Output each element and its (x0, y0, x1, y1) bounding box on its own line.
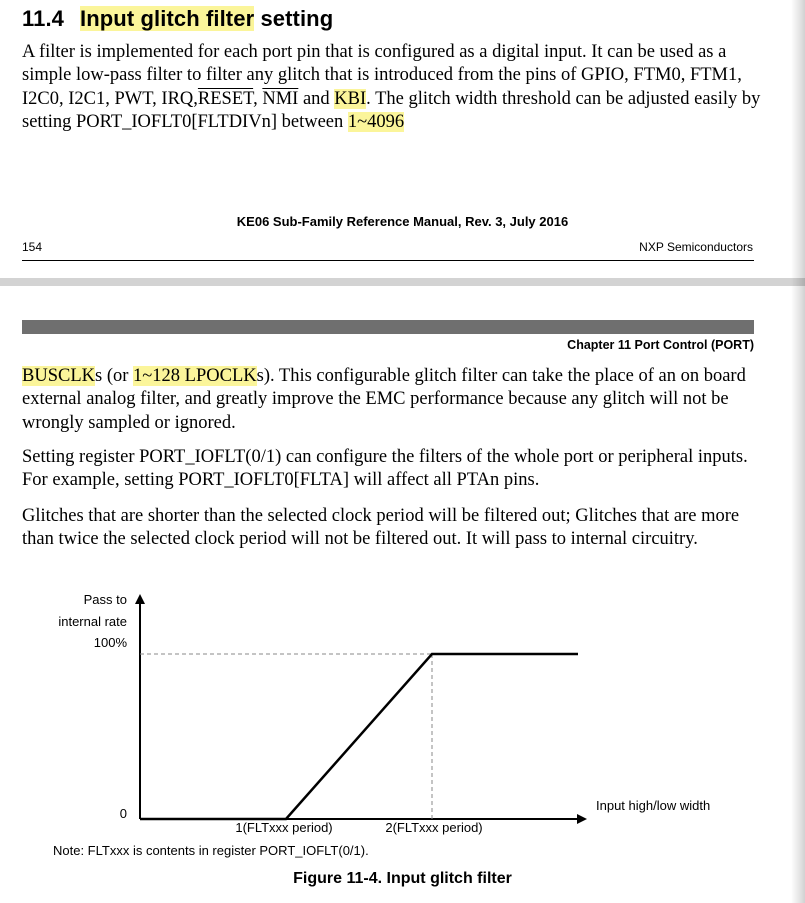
para1-text-2: s). This configurable glitch filter can take the place of an on board external analog filter, and greatly improve the EMC performance because any glitch will not be wrongly sampled or ignored. (22, 366, 746, 433)
footer-rule (22, 260, 754, 261)
intro-text-2: , (253, 88, 263, 109)
glitch-filter-chart (0, 585, 805, 845)
x-tick-1: 1(FLTxxx period) (235, 820, 333, 835)
para1-text-1: s (or (95, 366, 134, 386)
section-heading (22, 6, 333, 32)
chapter-title: Chapter 11 Port Control (PORT) (567, 338, 754, 352)
intro-paragraph (22, 41, 767, 134)
intro-text-1: A filter is implemented for each port pin that is configured as a digital input. It can be used as a simple low-pass filter to filter any glitch that is introduced from the pins of GPIO, FTM0, FTM1, I2C0, I2C1, PWT, IRQ, (22, 42, 742, 109)
figure-note: Note: FLTxxx is contents in register PORT_IOFLT(0/1). (53, 843, 369, 858)
chapter-bar (22, 320, 754, 334)
page-number: 154 (22, 240, 43, 254)
lpoclk-highlight: 1~128 LPOCLK (133, 366, 257, 386)
y-axis-label-line1: Pass to (83, 592, 127, 607)
intro-text-4: . The glitch width threshold can be adjusted easily by setting PORT_IOFLT0[FLTDIVn] between (22, 88, 761, 132)
section-title-rest: setting (254, 6, 334, 31)
section-number: 11.4 (22, 6, 65, 31)
nmi-signal: $\overline{NMI}$ (262, 88, 299, 109)
page-top (0, 0, 805, 270)
y-axis-label-line2: internal rate (58, 614, 127, 629)
y-tick-100: 100% (93, 635, 127, 650)
busclk-highlight: BUSCLK (22, 366, 95, 386)
paragraph-glitches: Glitches that are shorter than the selected clock period will be filtered out; Glitches that are more than twice the selected clock period will not be filtered out. It will pass to internal circuitry. (22, 506, 740, 550)
intro-text-3: and (298, 88, 335, 109)
range-highlight: 1~4096 (347, 111, 405, 132)
section-title-highlight: Input glitch filter (80, 6, 255, 31)
origin-label: 0 (119, 806, 127, 821)
x-axis-label: Input high/low width (596, 798, 711, 813)
paragraph-busclk (22, 365, 767, 435)
pass-rate-line (140, 654, 578, 819)
vendor-name: NXP Semiconductors (639, 240, 753, 254)
figure-caption: Figure 11-4. Input glitch filter (293, 870, 512, 887)
paragraph-ioflt: Setting register PORT_IOFLT(0/1) can configure the filters of the whole port or peripheral inputs. For example, setting PORT_IOFLT0[FLTA] will affect all PTAn pins. (22, 447, 748, 491)
manual-title: KE06 Sub-Family Reference Manual, Rev. 3, July 2016 (236, 214, 569, 229)
x-tick-2: 2(FLTxxx period) (385, 820, 483, 835)
kbi-highlight: KBI (334, 88, 367, 109)
page-separator (0, 278, 805, 286)
reset-signal: RESET (197, 88, 254, 109)
